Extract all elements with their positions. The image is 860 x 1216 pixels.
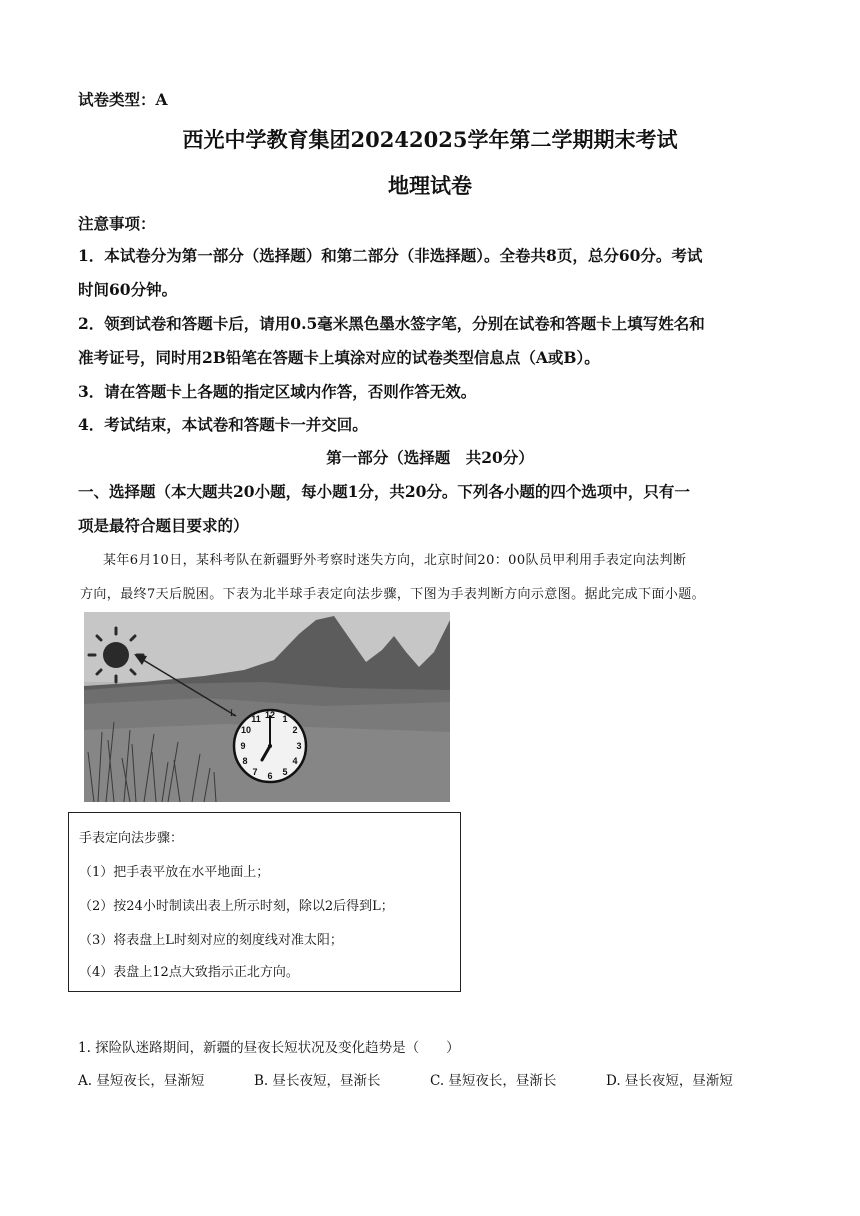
clock-num: 8 xyxy=(242,756,248,766)
passage-line-2: 方向，最终7天后脱困。下表为北半球手表定向法步骤，下图为手表判断方向示意图。据此完成下面小题。 xyxy=(80,587,706,602)
step-3: （3）将表盘上L时刻对应的刻度线对准太阳； xyxy=(79,933,343,948)
option-d: D. 昼长夜短，昼渐短 xyxy=(606,1073,733,1089)
watch-direction-figure xyxy=(84,612,450,802)
notice-heading: 注意事项： xyxy=(78,214,156,233)
option-a: A. 昼短夜长，昼渐短 xyxy=(78,1073,205,1089)
passage-line-1: 某年6月10日，某科考队在新疆野外考察时迷失方向，北京时间20：00队员甲利用手表定向法判断 xyxy=(103,553,687,568)
clock-num: 12 xyxy=(264,710,276,720)
notice-item-1-cont: 时间60分钟。 xyxy=(78,280,178,299)
notice-item-2: 2．领到试卷和答题卡后，请用0.5毫米黑色墨水签字笔，分别在试卷和答题卡上填写姓名和 xyxy=(78,314,705,333)
label-L: L xyxy=(230,708,236,718)
clock-icon xyxy=(234,710,306,782)
clock-num: 1 xyxy=(282,714,288,724)
notice-item-3: 3．请在答题卡上各题的指定区域内作答，否则作答无效。 xyxy=(78,382,477,401)
paper-type: 试卷类型：A xyxy=(78,90,168,109)
exam-title: 西光中学教育集团20242025学年第二学期期末考试 xyxy=(182,127,678,152)
clock-num: 6 xyxy=(267,771,273,781)
clock-num: 3 xyxy=(296,741,302,751)
clock-num: 9 xyxy=(240,741,246,751)
steps-heading: 手表定向法步骤： xyxy=(79,831,184,846)
step-2: （2）按24小时制读出表上所示时刻，除以2后得到L； xyxy=(79,899,394,914)
option-b: B. 昼长夜短，昼渐长 xyxy=(254,1073,381,1089)
notice-item-4: 4．考试结束，本试卷和答题卡一并交回。 xyxy=(78,415,368,434)
steps-box xyxy=(68,812,461,992)
notice-item-1: 1．本试卷分为第一部分（选择题）和第二部分（非选择题）。全卷共8页，总分60分。考试 xyxy=(78,246,703,265)
question-1-stem: 1. 探险队迷路期间，新疆的昼夜长短状况及变化趋势是（ ） xyxy=(78,1040,460,1056)
clock-num: 2 xyxy=(292,725,298,735)
clock-num: 10 xyxy=(240,725,252,735)
step-1: （1）把手表平放在水平地面上； xyxy=(79,865,270,880)
section-heading: 一、选择题（本大题共20小题，每小题1分，共20分。下列各小题的四个选项中，只有一 xyxy=(78,482,690,501)
part-heading: 第一部分（选择题 共20分） xyxy=(326,448,534,467)
clock-num: 4 xyxy=(292,756,298,766)
step-4: （4）表盘上12点大致指示正北方向。 xyxy=(79,965,299,980)
clock-num: 7 xyxy=(252,767,258,777)
subject-title: 地理试卷 xyxy=(388,173,472,198)
notice-item-2-cont: 准考证号，同时用2B铅笔在答题卡上填涂对应的试卷类型信息点（A或B）。 xyxy=(78,348,600,367)
section-heading-cont: 项是最符合题目要求的） xyxy=(78,516,249,535)
option-c: C. 昼短夜长，昼渐长 xyxy=(430,1073,557,1089)
clock-num: 11 xyxy=(251,714,261,724)
clock-num: 5 xyxy=(282,767,288,777)
